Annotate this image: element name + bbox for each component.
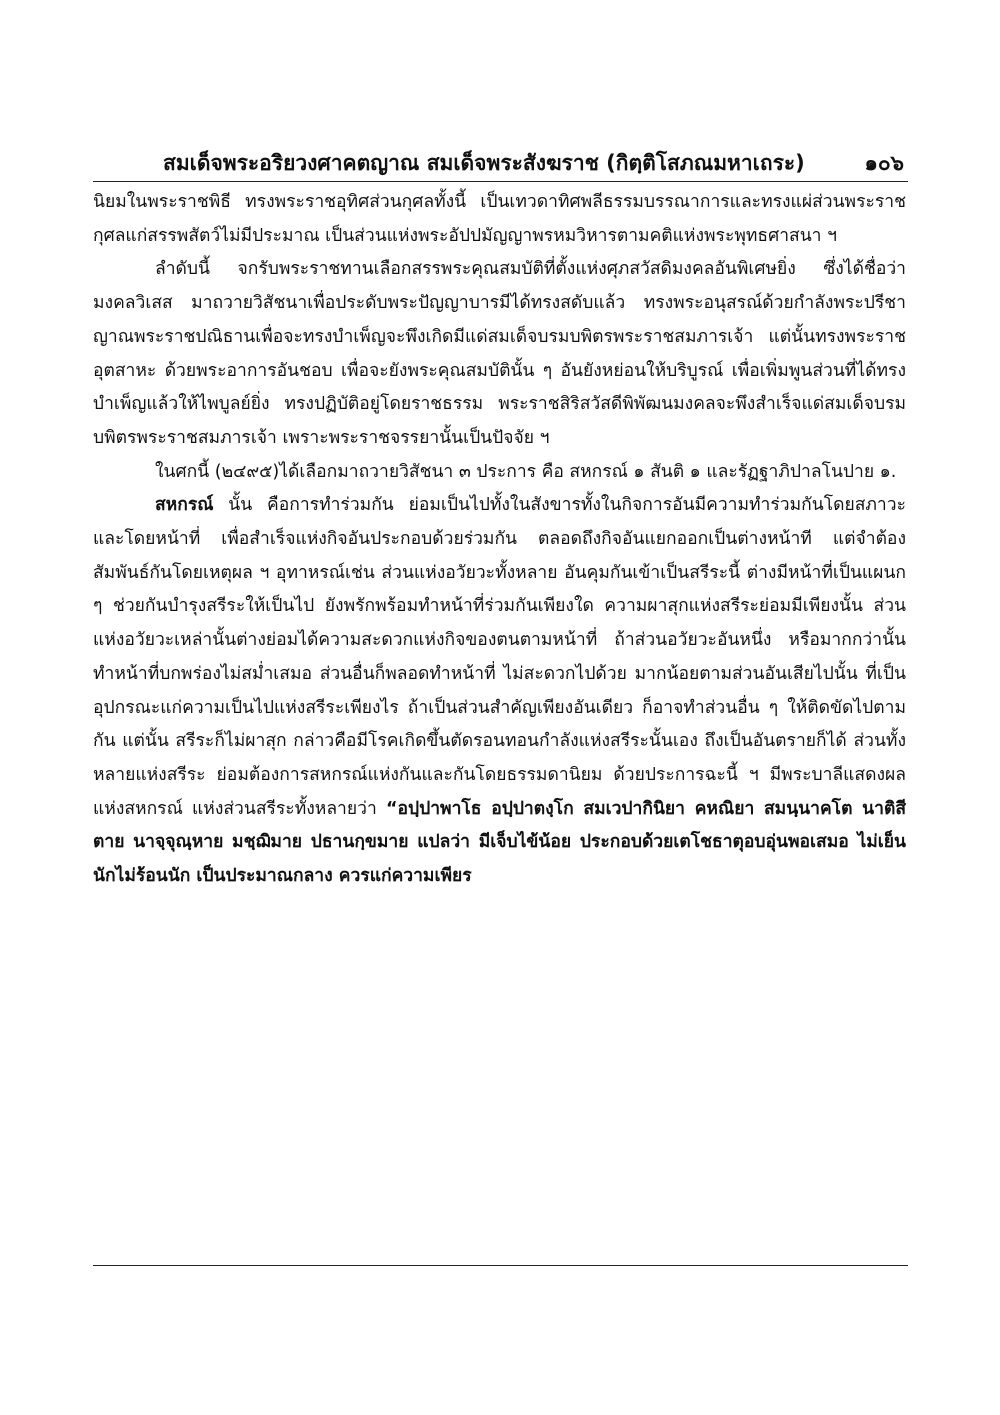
- running-header: [93, 143, 908, 179]
- header-title: สมเด็จพระอริยวงศาคตญาณ สมเด็จพระสังฆราช (กิตฺติโสภณมหาเถระ): [163, 151, 805, 175]
- paragraph-4-lead-term: สหกรณ์: [155, 495, 214, 516]
- paragraph-1: นิยมในพระราชพิธี ทรงพระราชอุทิศส่วนกุศลทั้งนี้ เป็นเทวดาทิศพลีธรรมบรรณาการและทรงแผ่ส่วนพระราชกุศลแก่สรรพสัตว์ไม่มีประมาณ เป็นส่วนแห่งพระอัปปมัญญาพรหมวิหารตามคติแห่งพระพุทธศาสนา ฯ: [93, 192, 906, 246]
- paragraph-3: ในศกนี้ (๒๔๙๕)ได้เลือกมาถวายวิสัชนา ๓ ประการ คือ สหกรณ์ ๑ สันติ ๑ และรัฏฐาภิปาลโนปาย ๑.: [155, 461, 897, 482]
- body-text: [93, 186, 906, 894]
- paragraph-4: [93, 489, 906, 893]
- pali-quote: “อปฺปาพาโธ อปฺปาตงฺโก สมเวปากินิยา คหณิยา สมนฺนาคโต นาติสีตาย นาจฺจุณฺหาย มชฺฌิมาย ปธานกฺขมาย แปลว่า มีเจ็บไข้น้อย ประกอบด้วยเตโชธาตุอบอุ่นพอเสมอ ไม่เย็นนักไม่ร้อนนัก เป็นประมาณกลาง ควรแก่ความเพียร: [93, 798, 906, 887]
- paragraph-2: ลำดับนี้ จกรับพระราชทานเลือกสรรพระคุณสมบัติที่ตั้งแห่งศุภสวัสดิมงคลอันพิเศษยิ่ง ซึ่งได้ชื่อว่า มงคลวิเสส มาถวายวิสัชนาเพื่อประดับพระปัญญาบารมีได้ทรงสดับแล้ว ทรงพระอนุสรณ์ด้วยกำลังพระปรีชาญาณพระราชปณิธานเพื่อจะทรงบำเพ็ญจะพึงเกิดมีแด่สมเด็จบรมบพิตรพระราชสมภารเจ้า แต่นั้นทรงพระราชอุตสาหะ ด้วยพระอาการอันชอบ เพื่อจะยังพระคุณสมบัตินั้น ๆ อันยังหย่อนให้บริบูรณ์ เพื่อเพิ่มพูนส่วนที่ได้ทรงบำเพ็ญแล้วให้ไพบูลย์ยิ่ง ทรงปฏิบัติอยู่โดยราชธรรม พระราชสิริสวัสดีพิพัฒนมงคลจะพึงสำเร็จแด่สมเด็จบรมบพิตรพระราชสมภารเจ้า เพราะพระราชจรรยานั้นเป็นปัจจัย ฯ: [93, 259, 906, 448]
- page-number: ๑๐๖: [864, 151, 904, 175]
- header-rule: [93, 181, 908, 182]
- paragraph-4-body: นั้น คือการทำร่วมกัน ย่อมเป็นไปทั้งในสังขารทั้งในกิจการอันมีความทำร่วมกันโดยสภาวะและโดยหน้าที่ เพื่อสำเร็จแห่งกิจอันประกอบด้วยร่วมกัน ตลอดถึงกิจอันแยกออกเป็นต่างหน้าที แต่จำต้องสัมพันธ์กันโดยเหตุผล ฯ อุทาหรณ์เช่น ส่วนแห่งอวัยวะทั้งหลาย อันคุมกันเข้าเป็นสรีระนี้ ต่างมีหน้าที่เป็นแผนก ๆ ช่วยกันบำรุงสรีระให้เป็นไป ยังพรักพร้อมทำหน้าที่ร่วมกันเพียงใด ความผาสุกแห่งสรีระย่อมมีเพียงนั้น ส่วนแห่งอวัยวะเหล่านั้นต่างย่อมได้ความสะดวกแห่งกิจของตนตามหน้าที่ ถ้าส่วนอวัยวะอันหนึ่ง หรือมากกว่านั้น ทำหน้าที่บกพร่องไม่สม่ำเสมอ ส่วนอื่นก็พลอดทำหน้าที่ ไม่สะดวกไปด้วย มากน้อยตามส่วนอันเสียไปนั้น ที่เป็นอุปกรณะแก่ความเป็นไปแห่งสรีระเพียงไร ถ้าเป็นส่วนสำคัญเพียงอันเดียว ก็อาจทำส่วนอื่น ๆ ให้ติดขัดไปตามกัน แต่นั้น สรีระก็ไม่ผาสุก กล่าวคือมีโรคเกิดขึ้นตัดรอนทอนกำลังแห่งสรีระนั้นเอง ถึงเป็นอันตรายก็ได้ ส่วนทั้งหลายแห่งสรีระ ย่อมต้องการสหกรณ์แห่งกันและกันโดยธรรมดานิยม ด้วยประการฉะนี้ ฯ มีพระบาลีแสดงผลแห่งสหกรณ์ แห่งส่วนสรีระทั้งหลายว่า: [93, 495, 906, 819]
- footer-rule: [93, 1265, 908, 1266]
